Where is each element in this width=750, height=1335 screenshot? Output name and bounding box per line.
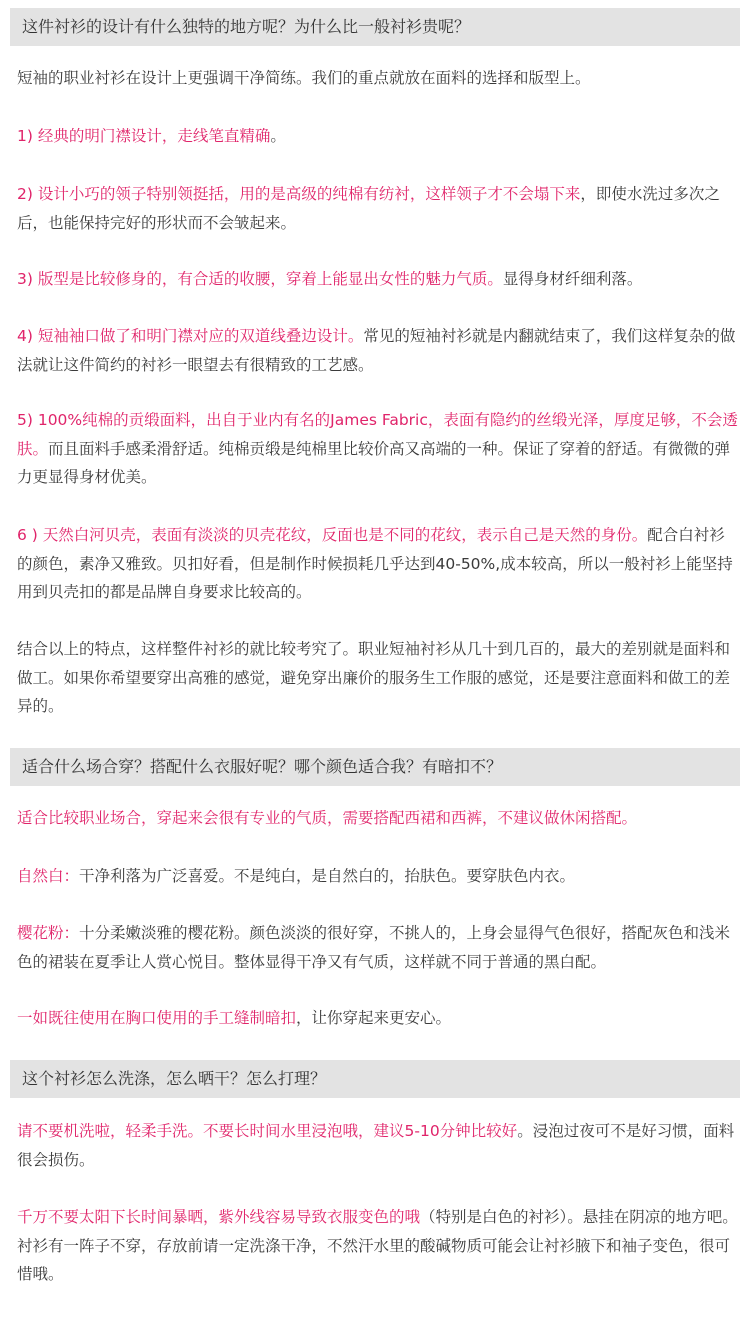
paragraph-text: 而且面料手感柔滑舒适。纯棉贡缎是纯棉里比较价高又高端的一种。保证了穿着的舒适。有微微的弹力更显得身材优美。 xyxy=(17,439,731,486)
paragraph-text: 结合以上的特点，这样整件衬衫的就比较考究了。职业短袖衬衫从几十到几百的，最大的差别就是面料和做工。如果你希望要穿出高雅的感觉，避免穿出廉价的服务生工作服的感觉，还是要注意面料和做工的差异的。 xyxy=(17,640,731,715)
highlight-text: 一如既往使用在胸口使用的手工缝制暗扣 xyxy=(17,1009,297,1027)
paragraph-occasion xyxy=(17,804,739,833)
paragraph-point-2 xyxy=(17,180,739,237)
paragraph-text: 短袖的职业衬衫在设计上更强调干净简练。我们的重点就放在面料的选择和版型上。 xyxy=(17,69,591,87)
paragraph-text: 十分柔嫩淡雅的樱花粉。颜色淡淡的很好穿，不挑人的，上身会显得气色很好，搭配灰色和浅米色的裙装在夏季让人赏心悦目。整体显得干净又有气质，这样就不同于普通的黑白配。 xyxy=(17,924,731,971)
paragraph-text: 显得身材纤细利落。 xyxy=(502,270,643,288)
paragraph-point-1 xyxy=(17,122,739,151)
highlight-text: 适合比较职业场合，穿起来会很有专业的气质，需要搭配西裙和西裤，不建议做休闲搭配。 xyxy=(17,809,638,827)
paragraph-text: 干净利落为广泛喜爱。不是纯白，是自然白的，抬肤色。要穿肤色内衣。 xyxy=(79,867,576,885)
paragraph-point-5 xyxy=(17,406,739,492)
paragraph-point-4 xyxy=(17,322,739,379)
highlight-text: 5) 100%纯棉的贡缎面料，出自于业内有名的James Fabric，表面有隐约的丝缎光泽，厚度足够，不会透肤。 xyxy=(17,411,738,458)
paragraph-summary xyxy=(17,635,739,721)
paragraph-intro xyxy=(17,64,739,93)
paragraph-drying xyxy=(17,1203,739,1289)
highlight-text: 千万不要太阳下长时间暴晒，紫外线容易导致衣服变色的哦 xyxy=(17,1208,421,1226)
highlight-text: 请不要机洗啦，轻柔手洗。不要长时间水里浸泡哦，建议5-10分钟比较好 xyxy=(17,1122,518,1140)
paragraph-color-white xyxy=(17,862,739,891)
paragraph-text: 。 xyxy=(270,127,286,145)
paragraph-point-6 xyxy=(17,521,739,607)
section-header-care: 这个衬衫怎么洗涤，怎么晒干？怎么打理？ xyxy=(10,1060,740,1098)
paragraph-text: （特别是白色的衬衫）。悬挂在阴凉的地方吧。衬衫有一阵子不穿，存放前请一定洗涤干净，不然汗水里的酸碱物质可能会让衬衫腋下和袖子变色，很可惜哦。 xyxy=(17,1208,738,1283)
highlight-text: 樱花粉： xyxy=(17,924,80,942)
paragraph-color-pink xyxy=(17,919,739,976)
highlight-text: 3) 版型是比较修身的，有合适的收腰，穿着上能显出女性的魅力气质。 xyxy=(17,270,503,288)
paragraph-text: 。浸泡过夜可不是好习惯，面料很会损伤。 xyxy=(17,1122,735,1169)
section-header-design: 这件衬衫的设计有什么独特的地方呢？为什么比一般衬衫贵呢？ xyxy=(10,8,740,46)
paragraph-washing xyxy=(17,1117,739,1174)
paragraph-point-3 xyxy=(17,265,739,294)
highlight-text: 1) 经典的明门襟设计，走线笔直精确 xyxy=(17,127,271,145)
section-header-occasion: 适合什么场合穿？搭配什么衣服好呢？哪个颜色适合我？有暗扣不？ xyxy=(10,748,740,786)
paragraph-text: 配合白衬衫的颜色，素净又雅致。贝扣好看，但是制作时候损耗几乎达到40-50%,成本较高，所以一般衬衫上能坚持用到贝壳扣的都是品牌自身要求比较高的。 xyxy=(17,526,733,601)
highlight-text: 自然白： xyxy=(17,867,80,885)
highlight-text: 4) 短袖袖口做了和明门襟对应的双道线叠边设计。 xyxy=(17,327,364,345)
paragraph-text: ，让你穿起来更安心。 xyxy=(296,1009,452,1027)
highlight-text: 2) 设计小巧的领子特别领挺括，用的是高级的纯棉有纺衬，这样领子才不会塌下来 xyxy=(17,185,581,203)
highlight-text: 6 ) 天然白河贝壳，表面有淡淡的贝壳花纹，反面也是不同的花纹，表示自己是天然的身份。 xyxy=(17,526,648,544)
paragraph-hidden-button xyxy=(17,1004,739,1033)
paragraph-text: 常见的短袖衬衫就是内翻就结束了，我们这样复杂的做法就让这件简约的衬衫一眼望去有很精致的工艺感。 xyxy=(17,327,736,374)
paragraph-text: ，即使水洗过多次之后，也能保持完好的形状而不会皱起来。 xyxy=(17,185,720,232)
